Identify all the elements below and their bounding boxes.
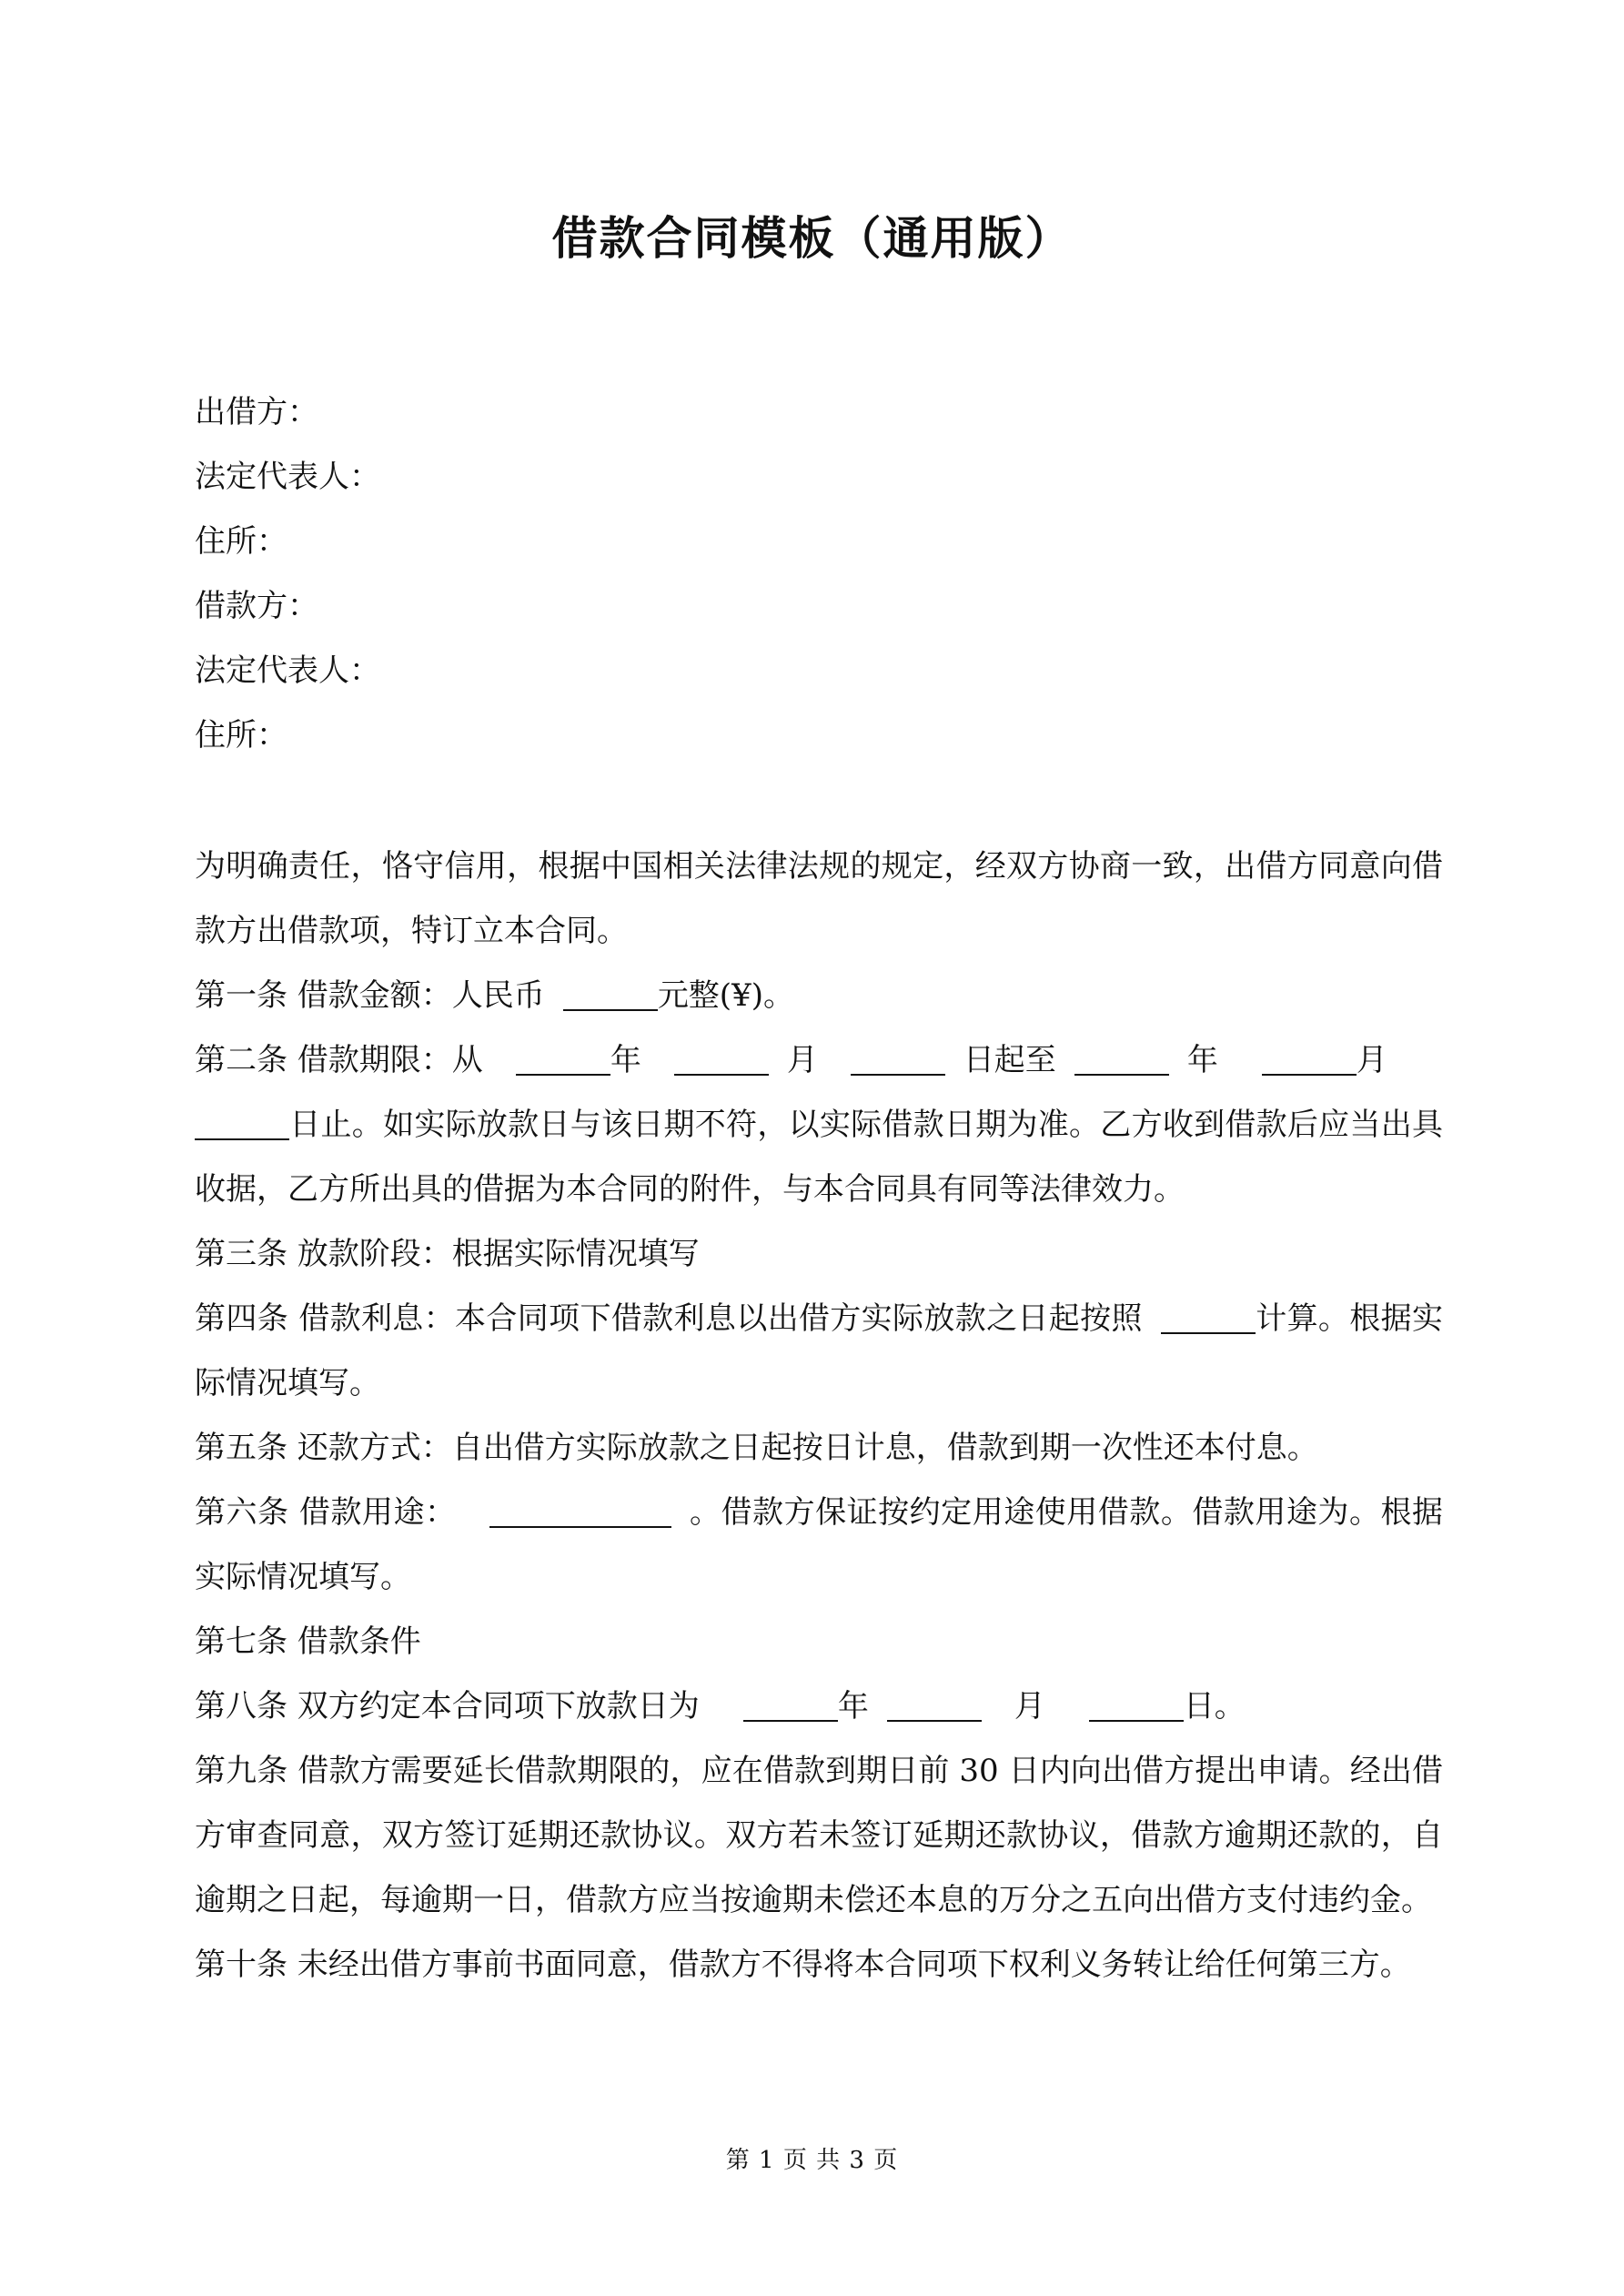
article-2-year: 年 <box>610 1042 641 1078</box>
article-5: 第五条 还款方式：自出借方实际放款之日起按日计息，借款到期一次性还本付息。 <box>195 1430 1318 1466</box>
borrower-name-line: 借款方： <box>195 588 318 624</box>
article-6-tail: 。借款方保证按约定用途使用借款。借款用途为。根据实际情况填写。 <box>195 1494 1443 1595</box>
intro-paragraph: 为明确责任，恪守信用，根据中国相关法律法规的规定，经双方协商一致，出借方同意向借款方出借款项，特订立本合同。 <box>195 848 1443 949</box>
end-year-blank <box>1074 1043 1169 1076</box>
borrower-representative-line: 法定代表人： <box>195 652 380 689</box>
article-3: 第三条 放款阶段：根据实际情况填写 <box>195 1236 700 1272</box>
article-2-from-day: 日起至 <box>963 1042 1056 1078</box>
article-6 <box>195 1481 1443 1610</box>
article-8-day: 日。 <box>1183 1688 1246 1725</box>
disbursement-year-blank <box>743 1689 838 1722</box>
amount-blank <box>563 978 658 1011</box>
article-8-year: 年 <box>837 1688 869 1725</box>
start-year-blank <box>516 1043 610 1076</box>
article-2-rest: 日止。如实际放款日与该日期不符，以实际借款日期为准。乙方收到借款后应当出具收据，乙方所出具的借据为本合同的附件，与本合同具有同等法律效力。 <box>195 1107 1443 1208</box>
interest-method-blank <box>1161 1301 1256 1334</box>
article-9: 第九条 借款方需要延长借款期限的，应在借款到期日前 30 日内向出借方提出申请。经出借方审查同意，双方签订延期还款协议。双方若未签订延期还款协议，借款方逾期还款的，自逾期之日起，每逾期一日，借款方应当按逾期未偿还本息的万分之五向出借方支付违约金。 <box>195 1753 1443 1918</box>
page-number: 第 1 页 共 3 页 <box>725 2147 899 2174</box>
start-day-blank <box>851 1043 945 1076</box>
disbursement-month-blank <box>887 1689 982 1722</box>
article-2-head: 第二条 借款期限：从 <box>195 1042 483 1078</box>
article-1-head: 第一条 借款金额：人民币 <box>195 977 545 1014</box>
lender-name-line: 出借方： <box>195 394 318 430</box>
end-month-blank <box>1262 1043 1357 1076</box>
article-2-month2: 月 <box>1356 1042 1387 1078</box>
article-7: 第七条 借款条件 <box>195 1623 421 1660</box>
document-title: 借款合同模板（通用版） <box>551 211 1073 265</box>
article-8 <box>195 1674 1443 1739</box>
article-1 <box>195 964 1443 1028</box>
party-info <box>195 380 1443 768</box>
article-1-tail: 元整(¥)。 <box>657 977 794 1014</box>
start-month-blank <box>674 1043 769 1076</box>
article-4-head: 第四条 借款利息：本合同项下借款利息以出借方实际放款之日起按照 <box>195 1300 1143 1337</box>
article-4 <box>195 1287 1443 1416</box>
disbursement-day-blank <box>1089 1689 1184 1722</box>
article-10: 第十条 未经出借方事前书面同意，借款方不得将本合同项下权利义务转让给任何第三方。 <box>195 1947 1411 1983</box>
lender-address-line: 住所： <box>195 523 287 560</box>
article-6-head: 第六条 借款用途： <box>195 1494 457 1531</box>
lender-representative-line: 法定代表人： <box>195 459 380 495</box>
article-2-month: 月 <box>786 1042 818 1078</box>
loan-purpose-blank <box>489 1495 671 1528</box>
article-4-tail: 计算。根据实际情况填写。 <box>195 1300 1443 1401</box>
article-8-head: 第八条 双方约定本合同项下放款日为 <box>195 1688 700 1725</box>
article-8-month: 月 <box>1014 1688 1045 1725</box>
document-body <box>195 380 1443 1998</box>
borrower-address-line: 住所： <box>195 717 287 754</box>
article-2-year2: 年 <box>1186 1042 1218 1078</box>
article-2 <box>195 1028 1443 1222</box>
end-day-blank <box>195 1108 289 1140</box>
contract-clauses <box>195 834 1443 1998</box>
